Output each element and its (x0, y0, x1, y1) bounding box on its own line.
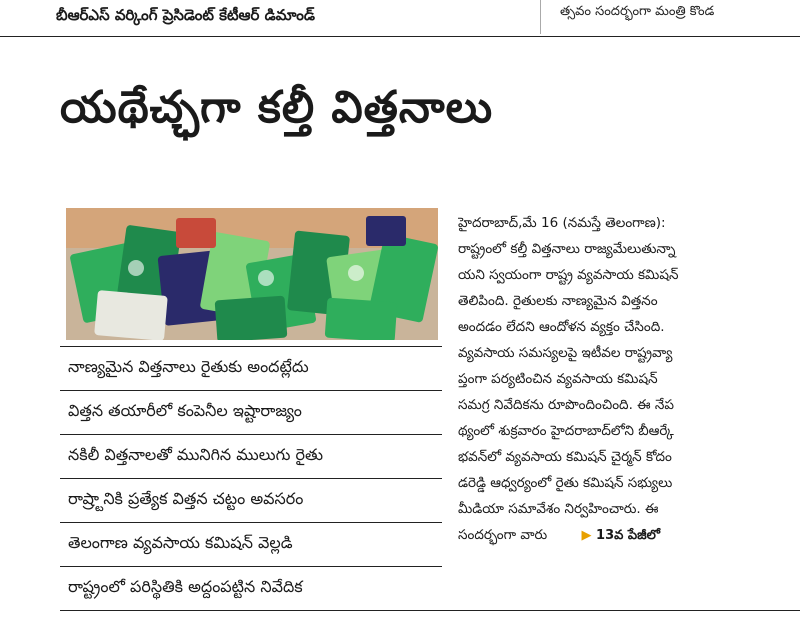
arrow-icon: ▶ (581, 528, 592, 543)
article-line: భవన్‌లో వ్యవసాయ కమిషన్ చైర్మన్ కోదం (458, 449, 672, 465)
article-line (458, 522, 794, 548)
headline: యథేచ్ఛగా కల్తీ విత్తనాలు (60, 82, 494, 133)
article-line: వ్యవసాయ సమస్యలపై ఇటీవల రాష్ట్రవ్యా (458, 345, 673, 361)
seed-packets-photo (66, 208, 438, 340)
highlight-item: నకిలీ విత్తనాలతో మునిగిన ములుగు రైతు (60, 435, 442, 479)
highlights-box (60, 346, 442, 610)
article-line: ప్తంగా పర్యటించిన వ్యవసాయ కమిషన్ (458, 371, 658, 387)
highlight-item: విత్తన తయారీలో కంపెనీల ఇష్టారాజ్యం (60, 391, 442, 435)
bottom-rule (60, 610, 800, 611)
highlight-item: తెలంగాణ వ్యవసాయ కమిషన్ వెల్లడి (60, 523, 442, 567)
adjacent-article-fragment: త్సవం సందర్భంగా మంత్రి కొండ (560, 4, 715, 19)
article-dateline: హైదరాబాద్,మే 16 (నమస్తే తెలంగాణ): (458, 215, 666, 231)
article-last-line: సందర్భంగా వారు (458, 527, 548, 543)
photo-illustration (66, 208, 438, 340)
article-line: తెలిపింది. రైతులకు నాణ్యమైన విత్తనం (458, 293, 658, 309)
article-line: మీడియా సమావేశం నిర్వహించారు. ఈ (458, 501, 659, 517)
article-line: అందడం లేదని ఆందోళన వ్యక్తం చేసింది. (458, 319, 665, 335)
column-divider (540, 0, 541, 34)
article-line: సమగ్ర నివేదికను రూపొందించింది. ఈ నేప (458, 397, 674, 413)
article-line: యని స్వయంగా రాష్ట్ర వ్యవసాయ కమిషన్ (458, 267, 679, 283)
continued-on-page-link[interactable] (582, 523, 661, 548)
article-body (458, 210, 794, 548)
article-line: థ్యంలో శుక్రవారం హైదరాబాద్‌లోని బీఆర్కే (458, 423, 674, 439)
highlight-item: రాష్ట్రంలో పరిస్థితికి అద్దంపట్టిన నివేదిక (68, 577, 303, 596)
jump-text: 13వ పేజీలో (596, 528, 661, 543)
highlight-item: నాణ్యమైన విత్తనాలు రైతుకు అందట్లేదు (60, 346, 442, 391)
top-rule (0, 36, 800, 37)
article-line: డరెడ్డి ఆధ్వర్యంలో రైతు కమిషన్ సభ్యులు (458, 475, 673, 491)
article-line: రాష్ట్రంలో కల్తీ విత్తనాలు రాజ్యమేలుతున్నా (458, 241, 676, 257)
highlight-item: రాష్ర్టానికి ప్రత్యేక విత్తన చట్టం అవసరం (60, 479, 442, 523)
kicker-line: బీఆర్‌ఎస్ వర్కింగ్ ప్రెసిడెంట్ కేటీఆర్ డిమాండ్ (56, 6, 315, 24)
